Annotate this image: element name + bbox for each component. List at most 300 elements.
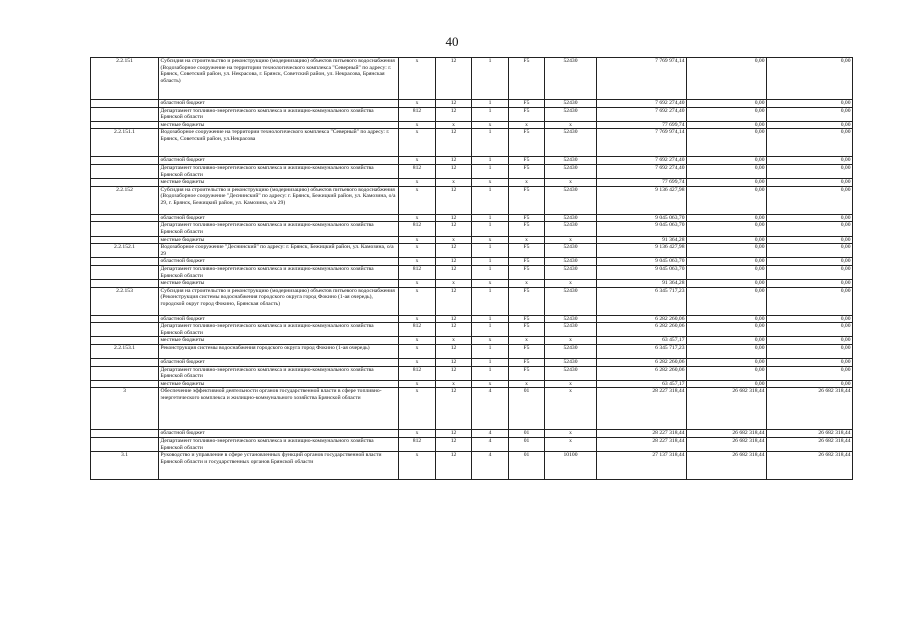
cell-code <box>91 323 159 337</box>
cell-amount-year-2: 0,00 <box>687 100 767 108</box>
cell-expense-type: х <box>545 430 597 438</box>
cell-expense-type: х <box>545 380 597 388</box>
cell-name: местные бюджеты <box>159 280 399 288</box>
cell-amount-year-2: 0,00 <box>687 380 767 388</box>
cell-grbs: х <box>399 157 436 165</box>
cell-section: 12 <box>436 100 472 108</box>
cell-expense-type: 52430 <box>545 323 597 337</box>
cell-target-article: F5 <box>509 366 545 380</box>
cell-section: 12 <box>436 222 472 236</box>
cell-subsection: 1 <box>472 323 509 337</box>
cell-grbs: х <box>399 129 436 157</box>
cell-grbs: х <box>399 345 436 359</box>
cell-amount-year-3: 0,00 <box>767 345 853 359</box>
cell-target-article: 01 <box>509 452 545 480</box>
cell-code <box>91 100 159 108</box>
table-row <box>91 236 853 244</box>
cell-amount-year-1: 91 364,28 <box>597 280 687 288</box>
table-row <box>91 214 853 222</box>
table-body <box>91 58 853 480</box>
cell-amount-year-2: 0,00 <box>687 337 767 345</box>
cell-name: Департамент топливно-энергетического комплекса и жилищно-коммунального хозяйства Брянской области <box>159 323 399 337</box>
budget-table <box>90 57 853 480</box>
cell-target-article: F5 <box>509 100 545 108</box>
cell-amount-year-3: 0,00 <box>767 179 853 187</box>
cell-amount-year-3: 0,00 <box>767 121 853 129</box>
cell-code: 2.2.152 <box>91 186 159 214</box>
cell-amount-year-3: 0,00 <box>767 258 853 266</box>
cell-amount-year-1: 6 282 260,06 <box>597 359 687 367</box>
cell-amount-year-2: 26 682 318,44 <box>687 452 767 480</box>
cell-name: Субсидия на строительство и реконструкцию (модернизацию) объектов питьевого водоснабжения (Реконструкция системы водоснабжения городского округа город Фокино (1-ая очередь), городской округ город Фокино, Брянская область) <box>159 287 399 315</box>
cell-amount-year-2: 0,00 <box>687 345 767 359</box>
cell-code <box>91 380 159 388</box>
cell-section: 12 <box>436 129 472 157</box>
cell-code <box>91 222 159 236</box>
cell-target-article: F5 <box>509 315 545 323</box>
cell-amount-year-3: 0,00 <box>767 214 853 222</box>
cell-section: 12 <box>436 438 472 452</box>
cell-name: областной бюджет <box>159 214 399 222</box>
cell-expense-type: 52430 <box>545 107 597 121</box>
table-row <box>91 121 853 129</box>
cell-amount-year-2: 0,00 <box>687 179 767 187</box>
cell-expense-type: х <box>545 236 597 244</box>
cell-target-article: F5 <box>509 214 545 222</box>
cell-code <box>91 280 159 288</box>
cell-subsection: 1 <box>472 186 509 214</box>
cell-amount-year-2: 0,00 <box>687 280 767 288</box>
cell-name: Департамент топливно-энергетического комплекса и жилищно-коммунального хозяйства Брянской области <box>159 107 399 121</box>
cell-amount-year-2: 0,00 <box>687 236 767 244</box>
table-row <box>91 345 853 359</box>
cell-expense-type: 52430 <box>545 345 597 359</box>
cell-amount-year-1: 6 345 717,23 <box>597 287 687 315</box>
cell-name: областной бюджет <box>159 100 399 108</box>
cell-section: 12 <box>436 359 472 367</box>
cell-name: областной бюджет <box>159 258 399 266</box>
cell-grbs: 812 <box>399 366 436 380</box>
cell-grbs: 812 <box>399 323 436 337</box>
cell-expense-type: 52430 <box>545 186 597 214</box>
cell-code <box>91 236 159 244</box>
cell-name: Департамент топливно-энергетического комплекса и жилищно-коммунального хозяйства Брянской области <box>159 438 399 452</box>
cell-expense-type: х <box>545 438 597 452</box>
cell-amount-year-3: 0,00 <box>767 107 853 121</box>
table-row <box>91 430 853 438</box>
cell-grbs: 812 <box>399 107 436 121</box>
cell-target-article: F5 <box>509 164 545 178</box>
cell-expense-type: 52430 <box>545 315 597 323</box>
cell-section: 12 <box>436 107 472 121</box>
cell-amount-year-2: 0,00 <box>687 265 767 279</box>
cell-name: Департамент топливно-энергетического комплекса и жилищно-коммунального хозяйства Брянской области <box>159 222 399 236</box>
cell-subsection: х <box>472 121 509 129</box>
cell-amount-year-3: 0,00 <box>767 222 853 236</box>
cell-amount-year-2: 0,00 <box>687 222 767 236</box>
cell-target-article: х <box>509 337 545 345</box>
cell-name: Обеспечение эффективной деятельности органов государственной власти в сфере топливно-энергетического комплекса и жилищно-коммунального хозяйства Брянской области <box>159 388 399 430</box>
cell-subsection: 4 <box>472 430 509 438</box>
cell-code: 3 <box>91 388 159 430</box>
cell-expense-type: 10100 <box>545 452 597 480</box>
cell-amount-year-2: 0,00 <box>687 287 767 315</box>
cell-section: 12 <box>436 345 472 359</box>
cell-code <box>91 265 159 279</box>
cell-amount-year-2: 0,00 <box>687 58 767 100</box>
cell-amount-year-3: 0,00 <box>767 58 853 100</box>
cell-code <box>91 438 159 452</box>
cell-name: областной бюджет <box>159 430 399 438</box>
table-row <box>91 337 853 345</box>
cell-code <box>91 337 159 345</box>
cell-expense-type: 52430 <box>545 58 597 100</box>
cell-code: 2.2.152.1 <box>91 244 159 258</box>
cell-amount-year-1: 28 227 318,44 <box>597 388 687 430</box>
cell-amount-year-3: 0,00 <box>767 337 853 345</box>
table-row <box>91 452 853 480</box>
cell-subsection: 1 <box>472 287 509 315</box>
cell-subsection: 1 <box>472 214 509 222</box>
cell-code <box>91 121 159 129</box>
table-row <box>91 164 853 178</box>
cell-expense-type: х <box>545 179 597 187</box>
table-row <box>91 315 853 323</box>
cell-expense-type: 52430 <box>545 287 597 315</box>
cell-amount-year-2: 0,00 <box>687 315 767 323</box>
cell-amount-year-1: 28 227 318,44 <box>597 438 687 452</box>
cell-amount-year-3: 0,00 <box>767 265 853 279</box>
table-row <box>91 388 853 430</box>
cell-expense-type: 52430 <box>545 129 597 157</box>
cell-section: х <box>436 337 472 345</box>
table-row <box>91 359 853 367</box>
cell-amount-year-1: 7 692 274,40 <box>597 100 687 108</box>
cell-grbs: х <box>399 315 436 323</box>
cell-subsection: 1 <box>472 222 509 236</box>
cell-section: 12 <box>436 430 472 438</box>
cell-subsection: х <box>472 280 509 288</box>
cell-subsection: х <box>472 380 509 388</box>
cell-amount-year-3: 0,00 <box>767 287 853 315</box>
cell-expense-type: х <box>545 121 597 129</box>
cell-amount-year-1: 91 364,28 <box>597 236 687 244</box>
table-row <box>91 244 853 258</box>
cell-target-article: 01 <box>509 430 545 438</box>
table-row <box>91 222 853 236</box>
cell-section: 12 <box>436 388 472 430</box>
cell-amount-year-3: 0,00 <box>767 157 853 165</box>
cell-amount-year-2: 0,00 <box>687 366 767 380</box>
cell-amount-year-2: 0,00 <box>687 121 767 129</box>
cell-code: 2.2.151.1 <box>91 129 159 157</box>
cell-target-article: F5 <box>509 186 545 214</box>
cell-expense-type: 52430 <box>545 222 597 236</box>
cell-amount-year-3: 0,00 <box>767 380 853 388</box>
cell-amount-year-2: 0,00 <box>687 244 767 258</box>
table-row <box>91 157 853 165</box>
cell-grbs: х <box>399 58 436 100</box>
cell-amount-year-3: 0,00 <box>767 280 853 288</box>
cell-amount-year-1: 6 345 717,23 <box>597 345 687 359</box>
cell-section: х <box>436 380 472 388</box>
cell-subsection: 1 <box>472 345 509 359</box>
cell-target-article: F5 <box>509 107 545 121</box>
cell-amount-year-3: 26 682 318,44 <box>767 438 853 452</box>
cell-target-article: х <box>509 236 545 244</box>
cell-expense-type: х <box>545 337 597 345</box>
cell-grbs: х <box>399 236 436 244</box>
cell-amount-year-3: 26 682 318,44 <box>767 430 853 438</box>
cell-expense-type: х <box>545 280 597 288</box>
cell-expense-type: 52430 <box>545 157 597 165</box>
cell-code: 2.2.151 <box>91 58 159 100</box>
table-row <box>91 129 853 157</box>
cell-amount-year-3: 0,00 <box>767 164 853 178</box>
table-row <box>91 107 853 121</box>
cell-section: х <box>436 121 472 129</box>
cell-section: 12 <box>436 157 472 165</box>
cell-target-article: F5 <box>509 129 545 157</box>
cell-grbs: х <box>399 380 436 388</box>
cell-code <box>91 258 159 266</box>
cell-expense-type: 52430 <box>545 214 597 222</box>
cell-target-article: х <box>509 121 545 129</box>
cell-expense-type: 52430 <box>545 359 597 367</box>
cell-subsection: 1 <box>472 258 509 266</box>
cell-amount-year-1: 6 282 260,06 <box>597 366 687 380</box>
cell-subsection: 1 <box>472 359 509 367</box>
cell-subsection: 1 <box>472 244 509 258</box>
cell-subsection: 4 <box>472 438 509 452</box>
cell-target-article: F5 <box>509 222 545 236</box>
cell-amount-year-3: 26 682 318,44 <box>767 452 853 480</box>
cell-amount-year-1: 6 282 260,06 <box>597 315 687 323</box>
cell-name: Департамент топливно-энергетического комплекса и жилищно-коммунального хозяйства Брянской области <box>159 265 399 279</box>
cell-amount-year-2: 0,00 <box>687 359 767 367</box>
cell-grbs: х <box>399 244 436 258</box>
cell-target-article: 01 <box>509 438 545 452</box>
table-row <box>91 323 853 337</box>
cell-subsection: 4 <box>472 388 509 430</box>
table-row <box>91 380 853 388</box>
cell-amount-year-3: 0,00 <box>767 244 853 258</box>
cell-amount-year-2: 0,00 <box>687 323 767 337</box>
cell-amount-year-2: 0,00 <box>687 107 767 121</box>
cell-grbs: х <box>399 430 436 438</box>
cell-amount-year-2: 0,00 <box>687 214 767 222</box>
table-row <box>91 58 853 100</box>
cell-amount-year-3: 26 682 318,44 <box>767 388 853 430</box>
cell-code <box>91 157 159 165</box>
cell-name: местные бюджеты <box>159 380 399 388</box>
cell-code <box>91 366 159 380</box>
cell-code: 2.2.153.1 <box>91 345 159 359</box>
cell-code <box>91 164 159 178</box>
cell-grbs: х <box>399 388 436 430</box>
cell-section: 12 <box>436 323 472 337</box>
cell-target-article: F5 <box>509 345 545 359</box>
cell-target-article: F5 <box>509 157 545 165</box>
cell-amount-year-3: 0,00 <box>767 236 853 244</box>
table-row <box>91 179 853 187</box>
cell-target-article: F5 <box>509 258 545 266</box>
cell-grbs: х <box>399 186 436 214</box>
cell-grbs: х <box>399 359 436 367</box>
cell-expense-type: 52430 <box>545 100 597 108</box>
cell-name: местные бюджеты <box>159 337 399 345</box>
cell-amount-year-3: 0,00 <box>767 315 853 323</box>
cell-amount-year-2: 0,00 <box>687 164 767 178</box>
cell-amount-year-1: 9 045 063,70 <box>597 258 687 266</box>
cell-name: местные бюджеты <box>159 121 399 129</box>
cell-section: 12 <box>436 366 472 380</box>
cell-section: 12 <box>436 315 472 323</box>
cell-amount-year-2: 26 682 318,44 <box>687 388 767 430</box>
table-row <box>91 186 853 214</box>
cell-subsection: 1 <box>472 107 509 121</box>
cell-section: х <box>436 280 472 288</box>
cell-section: 12 <box>436 214 472 222</box>
cell-amount-year-1: 9 045 063,70 <box>597 265 687 279</box>
cell-subsection: 4 <box>472 452 509 480</box>
cell-target-article: F5 <box>509 359 545 367</box>
cell-expense-type: 52430 <box>545 258 597 266</box>
cell-subsection: х <box>472 236 509 244</box>
cell-subsection: 1 <box>472 157 509 165</box>
cell-code <box>91 430 159 438</box>
cell-amount-year-2: 0,00 <box>687 186 767 214</box>
cell-name: Департамент топливно-энергетического комплекса и жилищно-коммунального хозяйства Брянской области <box>159 164 399 178</box>
cell-grbs: 812 <box>399 222 436 236</box>
cell-name: местные бюджеты <box>159 179 399 187</box>
cell-target-article: F5 <box>509 323 545 337</box>
cell-amount-year-1: 7 769 974,14 <box>597 129 687 157</box>
page-number: 40 <box>445 34 459 49</box>
cell-section: 12 <box>436 186 472 214</box>
cell-section: х <box>436 236 472 244</box>
table-row <box>91 280 853 288</box>
cell-target-article: F5 <box>509 287 545 315</box>
cell-code <box>91 107 159 121</box>
cell-amount-year-2: 0,00 <box>687 157 767 165</box>
cell-subsection: 1 <box>472 164 509 178</box>
cell-name: Руководство и управление в сфере установленных функций органов государственной власти Брянской области и государственных органов Брянской области <box>159 452 399 480</box>
cell-grbs: х <box>399 121 436 129</box>
cell-amount-year-2: 0,00 <box>687 129 767 157</box>
cell-name: Реконструкция системы водоснабжения городского округа город Фокино (1-ая очередь) <box>159 345 399 359</box>
cell-expense-type: 52430 <box>545 265 597 279</box>
cell-amount-year-1: 7 692 274,40 <box>597 107 687 121</box>
cell-amount-year-3: 0,00 <box>767 323 853 337</box>
cell-amount-year-1: 7 692 274,40 <box>597 157 687 165</box>
cell-amount-year-1: 7 769 974,14 <box>597 58 687 100</box>
table-row <box>91 258 853 266</box>
cell-grbs: х <box>399 100 436 108</box>
cell-section: х <box>436 179 472 187</box>
cell-target-article: F5 <box>509 58 545 100</box>
cell-grbs: 812 <box>399 438 436 452</box>
cell-expense-type: 52430 <box>545 366 597 380</box>
cell-name: Субсидия на строительство и реконструкцию (модернизацию) объектов питьевого водоснабжения (Водозаборное сооружение на территории технологического комплекса "Северный" по адресу: г. Брянск, Советский район, ул. Некрасова, г. Брянск, Советский район, ул. Некрасова, Брянская область) <box>159 58 399 100</box>
cell-section: 12 <box>436 58 472 100</box>
cell-name: Водозаборное сооружение на территории технологического комплекса "Северный" по адресу: г. Брянск, Советский район, ул.Некрасова <box>159 129 399 157</box>
cell-amount-year-1: 9 136 427,98 <box>597 244 687 258</box>
table-row <box>91 100 853 108</box>
cell-amount-year-1: 27 137 318,44 <box>597 452 687 480</box>
cell-target-article: 01 <box>509 388 545 430</box>
cell-target-article: х <box>509 179 545 187</box>
cell-amount-year-1: 77 699,74 <box>597 179 687 187</box>
cell-amount-year-3: 0,00 <box>767 129 853 157</box>
cell-amount-year-2: 26 682 318,44 <box>687 438 767 452</box>
cell-subsection: 1 <box>472 265 509 279</box>
cell-amount-year-3: 0,00 <box>767 186 853 214</box>
cell-amount-year-1: 28 227 318,44 <box>597 430 687 438</box>
cell-code: 2.2.153 <box>91 287 159 315</box>
cell-grbs: х <box>399 287 436 315</box>
cell-grbs: х <box>399 452 436 480</box>
cell-expense-type: х <box>545 388 597 430</box>
cell-name: Департамент топливно-энергетического комплекса и жилищно-коммунального хозяйства Брянской области <box>159 366 399 380</box>
cell-grbs: х <box>399 179 436 187</box>
table-row <box>91 438 853 452</box>
cell-target-article: F5 <box>509 244 545 258</box>
cell-code: 3.1 <box>91 452 159 480</box>
cell-amount-year-1: 9 136 427,98 <box>597 186 687 214</box>
cell-target-article: х <box>509 380 545 388</box>
budget-table-container <box>90 57 852 480</box>
cell-amount-year-3: 0,00 <box>767 366 853 380</box>
cell-code <box>91 315 159 323</box>
cell-amount-year-1: 7 692 274,40 <box>597 164 687 178</box>
cell-code <box>91 359 159 367</box>
cell-section: 12 <box>436 265 472 279</box>
cell-name: областной бюджет <box>159 315 399 323</box>
cell-expense-type: 52430 <box>545 244 597 258</box>
cell-subsection: 1 <box>472 366 509 380</box>
cell-subsection: 1 <box>472 58 509 100</box>
cell-code <box>91 179 159 187</box>
cell-name: Водозаборное сооружение "Деснинский" по адресу: г. Брянск, Бежицкий район, ул. Камозина, о/а 29 <box>159 244 399 258</box>
cell-amount-year-3: 0,00 <box>767 359 853 367</box>
cell-grbs: 812 <box>399 164 436 178</box>
cell-name: областной бюджет <box>159 359 399 367</box>
cell-name: Субсидия на строительство и реконструкцию (модернизацию) объектов питьевого водоснабжения (Водозаборное сооружение "Деснинский" по адресу: г. Брянск, Бежицкий район, ул. Камозина, о/а 29, г. Брянск, Бежицкий район, ул. Камозина, о/а 29) <box>159 186 399 214</box>
cell-grbs: х <box>399 258 436 266</box>
cell-subsection: 1 <box>472 315 509 323</box>
cell-amount-year-2: 0,00 <box>687 258 767 266</box>
cell-grbs: 812 <box>399 265 436 279</box>
cell-section: 12 <box>436 164 472 178</box>
cell-subsection: 1 <box>472 100 509 108</box>
cell-amount-year-1: 63 457,17 <box>597 337 687 345</box>
cell-section: 12 <box>436 287 472 315</box>
cell-amount-year-3: 0,00 <box>767 100 853 108</box>
cell-amount-year-1: 77 699,74 <box>597 121 687 129</box>
cell-target-article: F5 <box>509 265 545 279</box>
cell-grbs: х <box>399 214 436 222</box>
table-row <box>91 366 853 380</box>
cell-section: 12 <box>436 258 472 266</box>
cell-amount-year-2: 26 682 318,44 <box>687 430 767 438</box>
cell-target-article: х <box>509 280 545 288</box>
cell-grbs: х <box>399 337 436 345</box>
cell-name: областной бюджет <box>159 157 399 165</box>
cell-grbs: х <box>399 280 436 288</box>
cell-amount-year-1: 9 045 063,70 <box>597 214 687 222</box>
cell-subsection: х <box>472 179 509 187</box>
